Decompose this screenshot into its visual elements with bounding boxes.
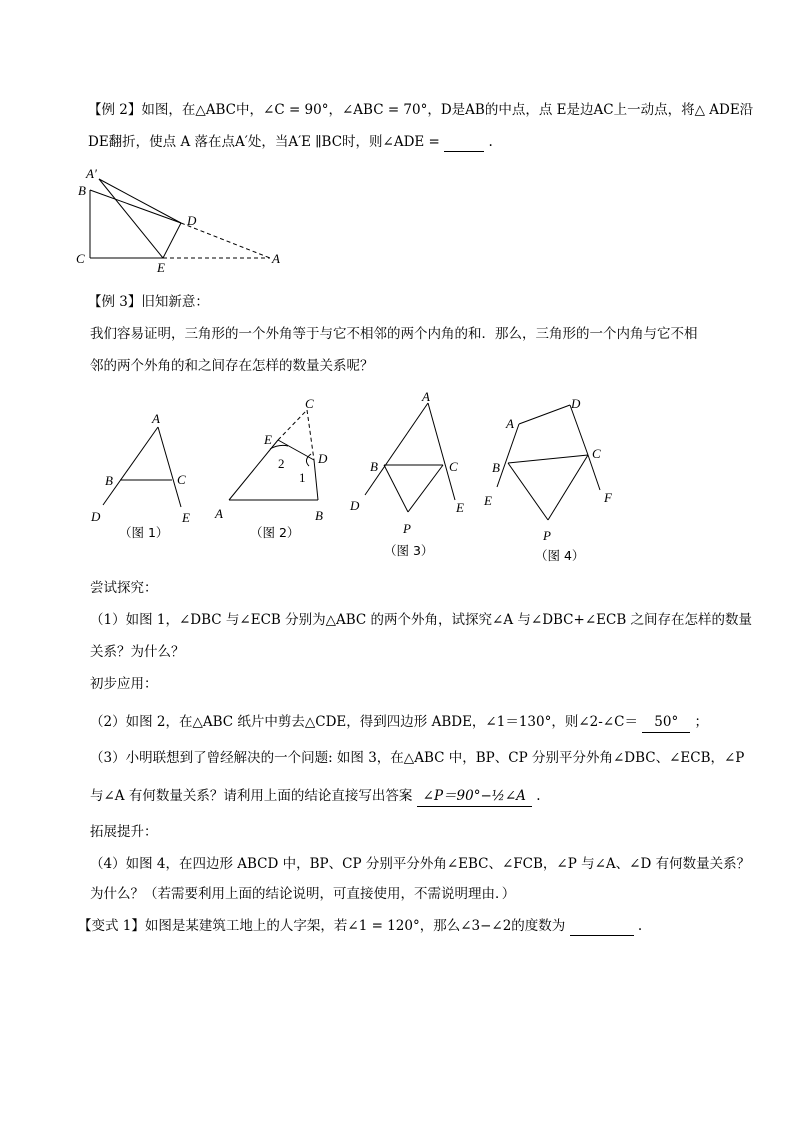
fig2-label-d: D [318, 451, 328, 466]
fig2-caption: （图 2） [250, 525, 300, 540]
q2-end: ； [694, 714, 709, 730]
fig3-caption: （图 3） [384, 543, 434, 558]
q2-line [90, 712, 708, 733]
label-d: D [187, 213, 197, 228]
example3-title: 【例 3】旧知新意： [88, 294, 209, 310]
fig1-label-d: D [91, 509, 101, 524]
q3-text: 与∠A 有何数量关系？请利用上面的结论直接写出答案 [90, 788, 413, 804]
label-a-prime: A′ [86, 166, 97, 181]
q2-text: （2）如图 2，在△ABC 纸片中剪去△CDE，得到四边形 ABDE，∠1＝130°，则∠2-∠C＝ [90, 714, 638, 730]
example2-line2 [88, 132, 493, 152]
example2-line1: 【例 2】如图，在△ABC中，∠C = 90°，∠ABC = 70°，D是AB的中点，点 E是边AC上一动点，将△ ADE沿 [88, 102, 754, 118]
q1-line2: 关系？为什么？ [90, 644, 185, 660]
fig1-label-c: C [177, 472, 186, 487]
section-try: 尝试探究： [90, 580, 158, 596]
fig2-label-1: 1 [299, 470, 306, 485]
section-extend: 拓展提升： [90, 824, 158, 840]
q2-answer[interactable]: 50° [642, 712, 690, 733]
q4-line2: 为什么？（若需要利用上面的结论说明，可直接使用，不需说明理由．） [90, 886, 516, 902]
fig4-label-e: E [484, 493, 492, 508]
fig3-label-e: E [456, 500, 464, 515]
label-b: B [78, 183, 86, 198]
variant1-text: 【变式 1】如图是某建筑工地上的人字架，若∠1 = 120°，那么∠3−∠2的度数为 [78, 918, 566, 934]
fig1-caption: （图 1） [119, 525, 169, 540]
fig2-label-b: B [315, 508, 323, 523]
q3-line1: （3）小明联想到了曾经解决的一个问题: 如图 3，在△ABC 中，BP、CP 分别平分外角∠DBC、∠ECB，∠P [90, 750, 745, 766]
label-e: E [157, 260, 165, 275]
variant1-end: . [637, 918, 643, 934]
fig3-label-b: B [370, 459, 378, 474]
q3-answer[interactable]: ∠P＝90°−½∠A [417, 786, 532, 807]
label-c: C [76, 251, 85, 266]
fig4-label-d: D [571, 396, 581, 411]
fig2-label-c: C [305, 396, 314, 411]
fig2-label-a: A [215, 506, 223, 521]
answer-blank[interactable] [444, 151, 484, 152]
example2-line2-end: . [488, 134, 493, 150]
fig4-caption: （图 4） [535, 548, 585, 563]
q1-line1: （1）如图 1，∠DBC 与∠ECB 分别为△ABC 的两个外角，试探究∠A 与∠DBC+∠ECB 之间存在怎样的数量 [90, 612, 753, 628]
example3-intro-line2: 邻的两个外角的和之间存在怎样的数量关系呢？ [90, 358, 374, 374]
fig1-label-b: B [105, 473, 113, 488]
fig4-label-a: A [506, 416, 514, 431]
fig2-label-2: 2 [278, 456, 285, 471]
label-a: A [272, 251, 280, 266]
example2-line2-text: DE翻折，使点 A 落在点A′处，当A′E ∥BC时，则∠ADE = [88, 134, 440, 150]
fig4-label-b: B [492, 460, 500, 475]
fig1-label-e: E [182, 510, 190, 525]
variant1-line [78, 916, 642, 936]
variant1-blank[interactable] [570, 935, 634, 936]
q3-end: . [536, 788, 541, 804]
fig3-label-a: A [422, 389, 430, 404]
q4-line1: （4）如图 4，在四边形 ABCD 中，BP、CP 分别平分外角∠EBC、∠FCB，∠P 与∠A、∠D 有何数量关系？ [90, 856, 751, 872]
fig3-label-c: C [449, 459, 458, 474]
fig3-label-d: D [350, 498, 360, 513]
fig3-label-p: P [403, 521, 411, 536]
fig4-label-p: P [543, 528, 551, 543]
fig4-label-f: F [604, 490, 612, 505]
fig2-label-e: E [264, 432, 272, 447]
section-apply: 初步应用： [90, 676, 158, 692]
fig4-label-c: C [592, 446, 601, 461]
example3-intro-line1: 我们容易证明，三角形的一个外角等于与它不相邻的两个内角的和．那么，三角形的一个内角与它不相 [90, 326, 698, 342]
q3-line2 [90, 786, 541, 807]
fig1-label-a: A [152, 411, 160, 426]
